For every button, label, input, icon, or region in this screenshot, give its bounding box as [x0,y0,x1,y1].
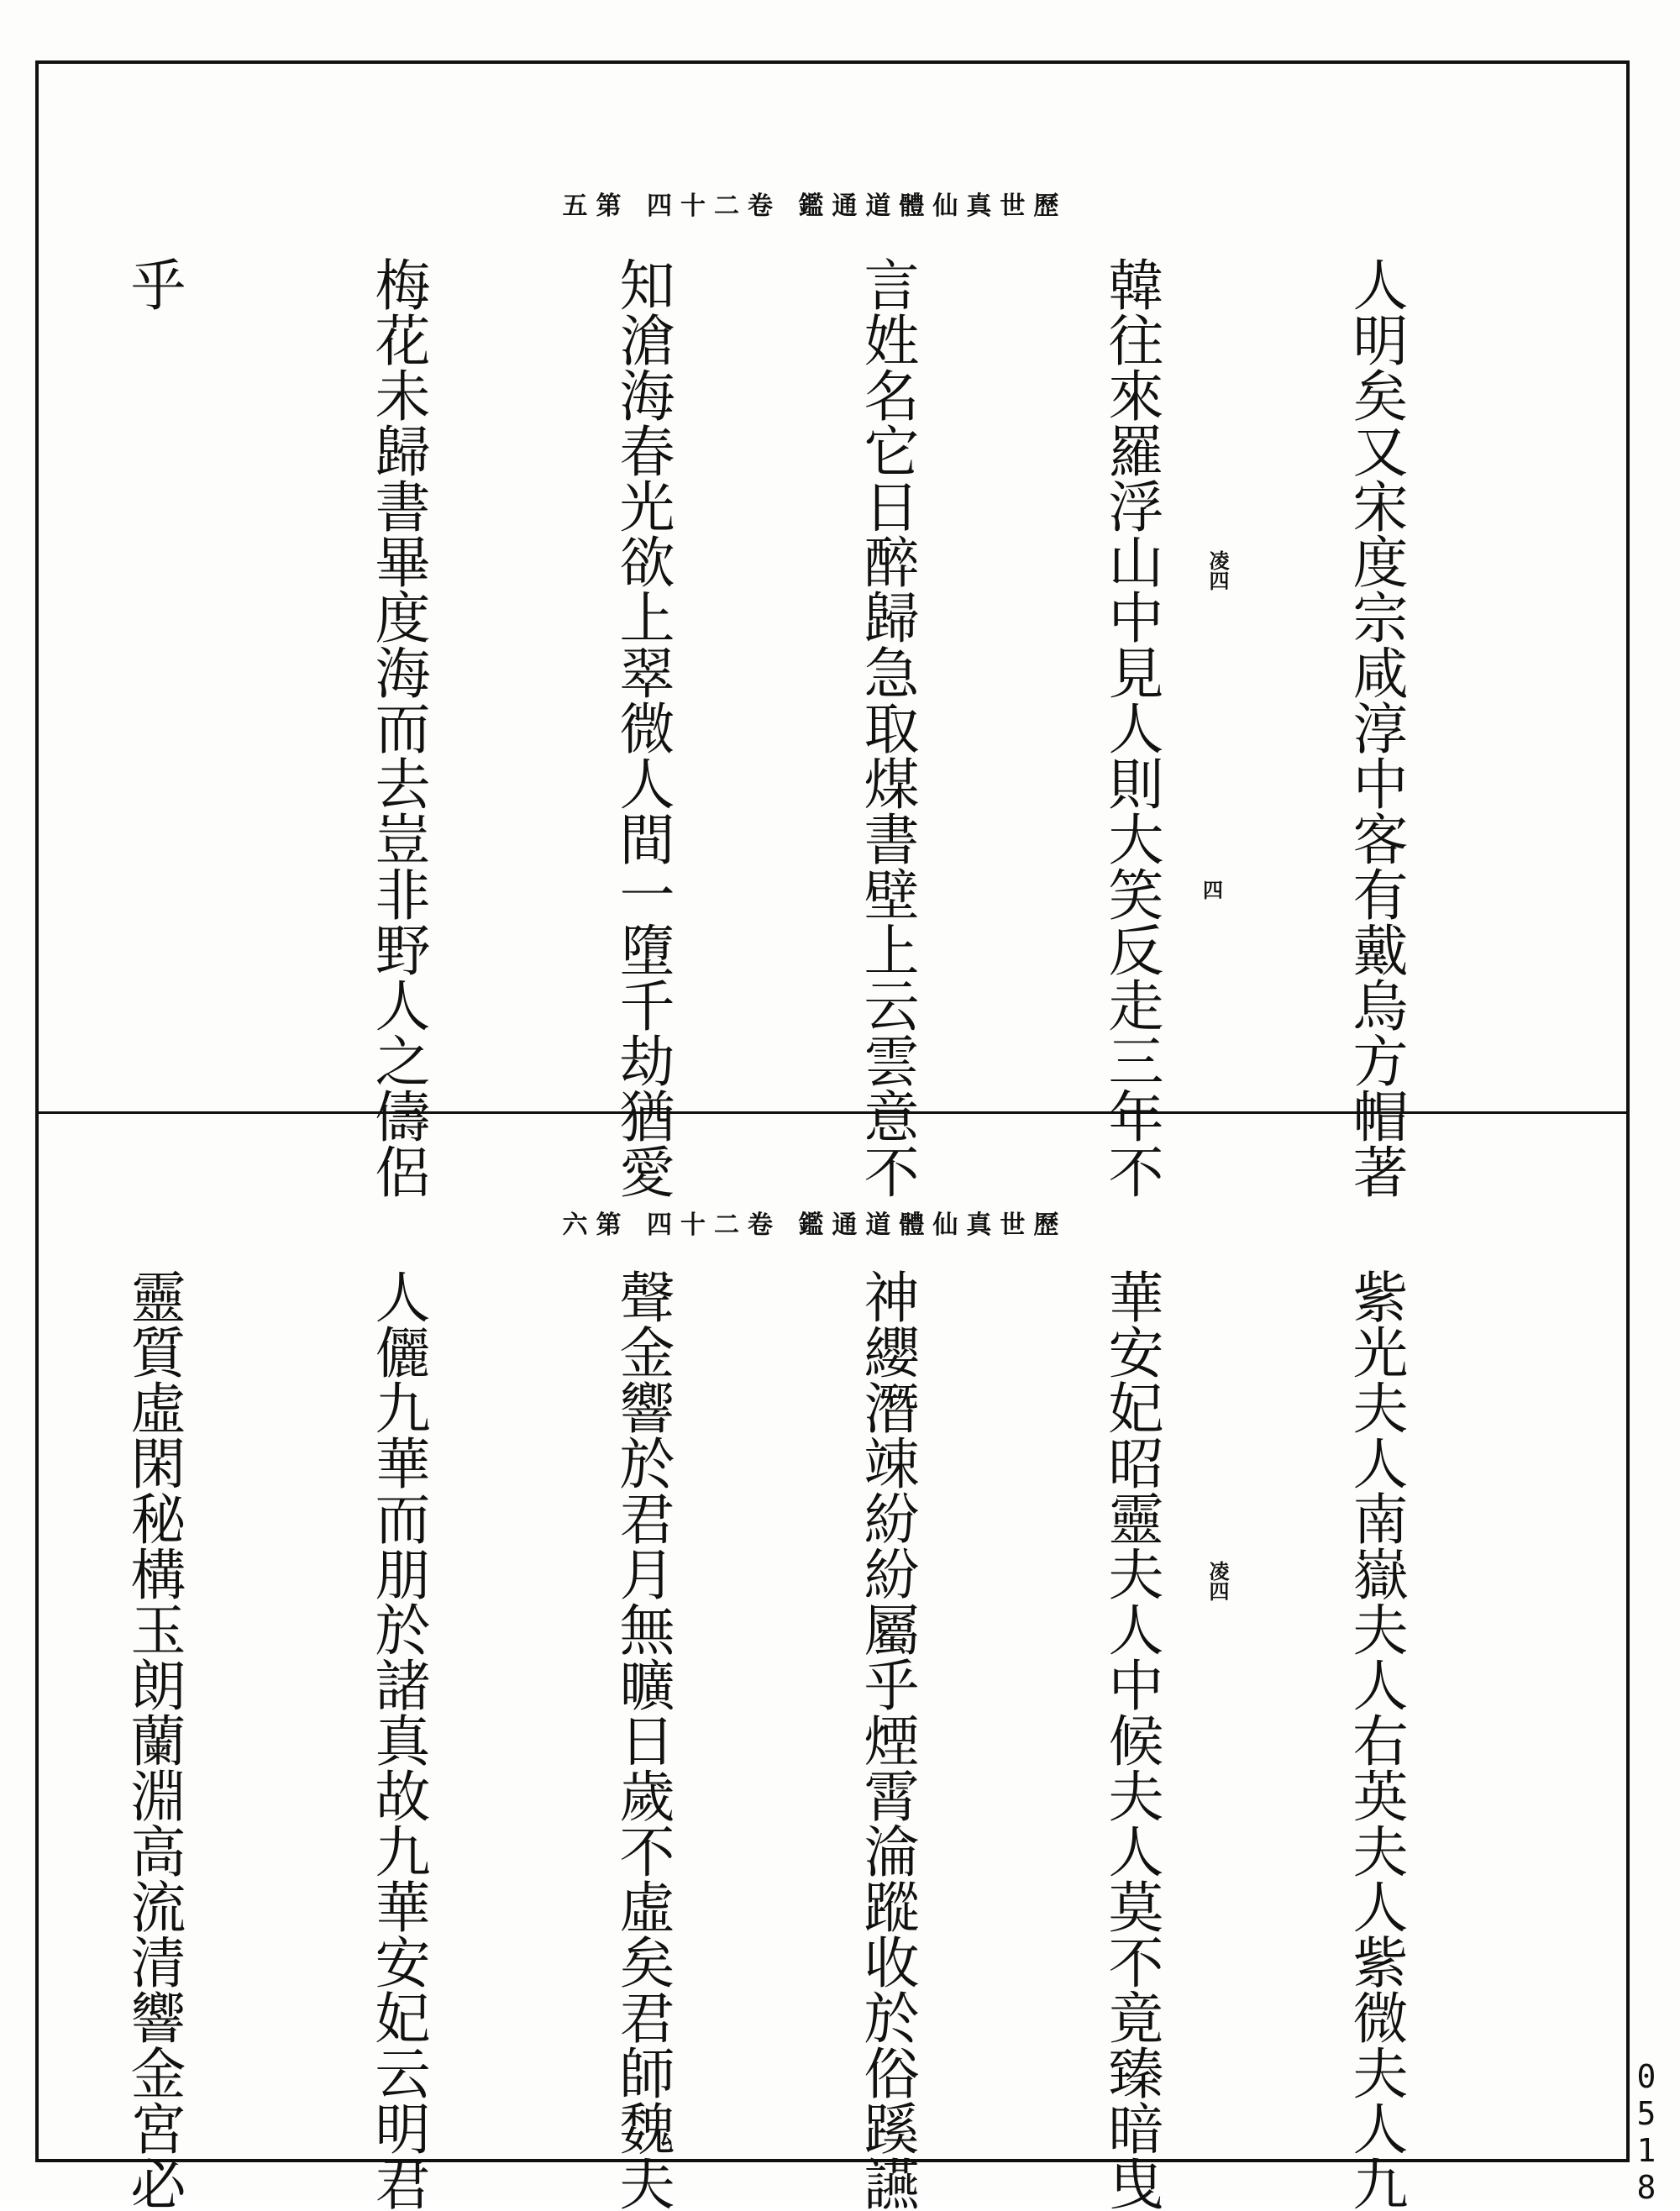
text-column: 人儷九華而朋於諸真故九華安妃云明君 [365,1268,430,2211]
text-column: 紫光夫人南嶽夫人右英夫人紫微夫人九 [1343,1268,1408,2211]
top-text-block [0,256,1579,1199]
margin-note: 凌四 [1205,550,1230,591]
top-running-header: 歷世真仙體道通鑑 卷二十四 第五 [562,192,1068,221]
text-column: 韓往來羅浮山中見人則大笑反走三年不 [1099,256,1163,1199]
text-column: 知滄海春光欲上翠微人間一墮千劫猶愛 [610,256,675,1199]
text-column: 乎 [121,256,186,312]
bottom-text-block [0,1268,1579,2211]
text-column: 靈質虛閑秘構玉朗蘭淵高流清響金宮必 [121,1268,186,2211]
text-column: 梅花未歸書畢度海而去豈非野人之儔侶 [365,256,430,1199]
text-column: 言姓名它日醉歸急取煤書壁上云雲意不 [854,256,919,1199]
margin-note: 四 [1203,878,1223,902]
text-column: 人明矣又宋度宗咸淳中客有戴烏方帽著 [1343,256,1408,1199]
margin-note: 凌四 [1205,1561,1230,1601]
text-column: 神纓潛竦紛紛屬乎煙霄淪蹤收於俗蹊讌 [854,1268,919,2211]
text-column: 華安妃昭靈夫人中候夫人莫不竟臻暗曳 [1099,1268,1163,2211]
bottom-running-header: 歷世真仙體道通鑑 卷二十四 第六 [562,1211,1068,1240]
page-number: 0518 [1628,2058,1665,2206]
text-column: 聲金響於君月無曠日歲不虛矣君師魏夫 [610,1268,675,2211]
